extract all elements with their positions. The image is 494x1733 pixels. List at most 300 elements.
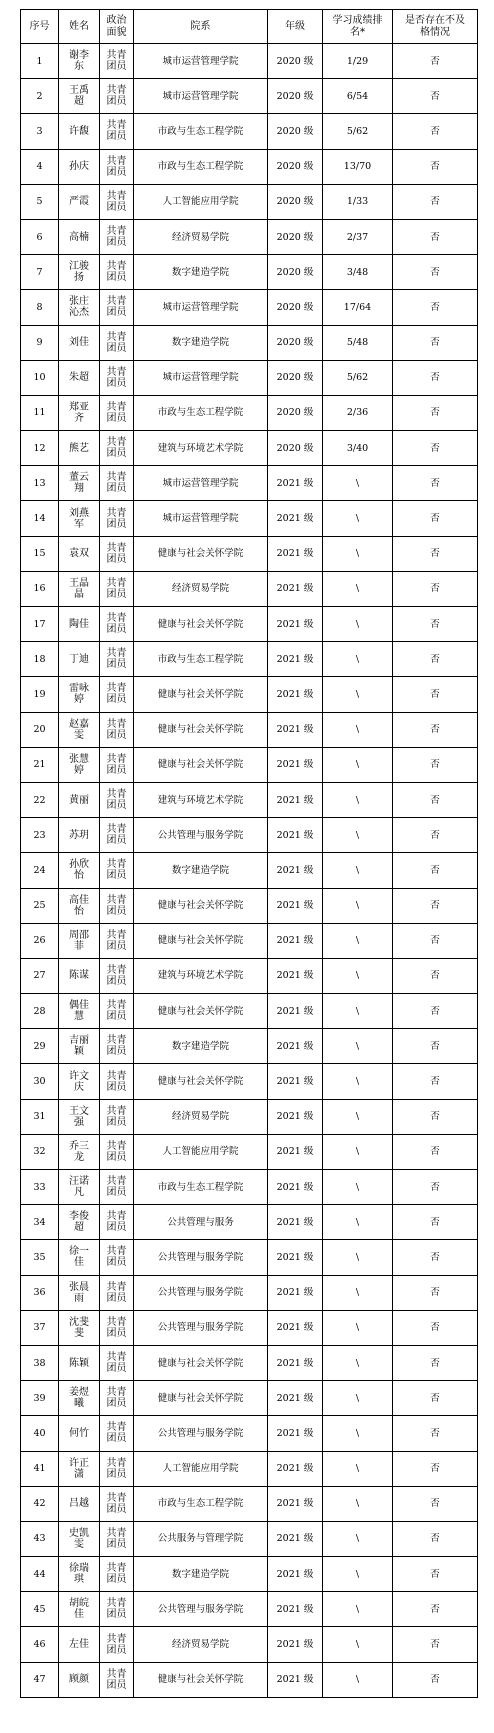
cell-grade: 2021 级 — [268, 712, 323, 747]
cell-rank: 3/40 — [323, 431, 393, 466]
cell-political-text: 共青团员 — [106, 577, 127, 600]
cell-name-text: 郑亚齐 — [69, 401, 89, 424]
cell-name — [59, 325, 100, 360]
cell-college: 人工智能应用学院 — [134, 1134, 268, 1169]
cell-grade: 2021 级 — [268, 642, 323, 677]
cell-name-text: 孙欣怡 — [69, 859, 89, 882]
cell-political-text: 共青团员 — [106, 1000, 127, 1023]
cell-name-text: 沈斐斐 — [69, 1316, 89, 1339]
cell-index: 21 — [21, 747, 59, 782]
cell-college: 经济贸易学院 — [134, 571, 268, 606]
table-row — [21, 255, 478, 290]
cell-rank: \ — [323, 1451, 393, 1486]
cell-college: 城市运营管理学院 — [134, 79, 268, 114]
cell-grade: 2020 级 — [268, 219, 323, 254]
table-row — [21, 1662, 478, 1697]
cell-name — [59, 1521, 100, 1556]
cell-rank: 2/36 — [323, 395, 393, 430]
cell-political-text: 共青团员 — [106, 718, 127, 741]
table-row — [21, 184, 478, 219]
cell-name — [59, 1099, 100, 1134]
cell-political — [100, 923, 134, 958]
table-row — [21, 395, 478, 430]
cell-fail: 否 — [393, 1240, 478, 1275]
table-row — [21, 1240, 478, 1275]
cell-grade: 2021 级 — [268, 1416, 323, 1451]
cell-name-text: 黄丽 — [69, 794, 89, 806]
cell-index: 26 — [21, 923, 59, 958]
cell-fail: 否 — [393, 1099, 478, 1134]
cell-index: 44 — [21, 1557, 59, 1592]
cell-name — [59, 677, 100, 712]
table-row — [21, 712, 478, 747]
cell-index: 33 — [21, 1170, 59, 1205]
cell-rank: \ — [323, 782, 393, 817]
cell-political — [100, 1627, 134, 1662]
cell-fail: 否 — [393, 1134, 478, 1169]
cell-rank: 6/54 — [323, 79, 393, 114]
cell-grade: 2021 级 — [268, 536, 323, 571]
table-row — [21, 642, 478, 677]
cell-name — [59, 818, 100, 853]
cell-rank: \ — [323, 1275, 393, 1310]
cell-college: 建筑与环境艺术学院 — [134, 958, 268, 993]
cell-political-text: 共青团员 — [106, 1211, 127, 1234]
cell-political-text: 共青团员 — [106, 1527, 127, 1550]
cell-index: 38 — [21, 1345, 59, 1380]
cell-index: 36 — [21, 1275, 59, 1310]
cell-fail: 否 — [393, 1486, 478, 1521]
cell-name-text: 陈颖 — [69, 1357, 89, 1369]
cell-index: 11 — [21, 395, 59, 430]
table-row — [21, 1310, 478, 1345]
cell-rank: \ — [323, 1486, 393, 1521]
cell-college: 数字建造学院 — [134, 255, 268, 290]
cell-rank: \ — [323, 818, 393, 853]
table-body — [21, 44, 478, 1698]
table-row — [21, 607, 478, 642]
cell-index: 29 — [21, 1029, 59, 1064]
cell-index: 7 — [21, 255, 59, 290]
cell-grade: 2020 级 — [268, 44, 323, 79]
cell-rank: \ — [323, 853, 393, 888]
cell-fail: 否 — [393, 958, 478, 993]
cell-index: 32 — [21, 1134, 59, 1169]
cell-rank: \ — [323, 466, 393, 501]
cell-name — [59, 712, 100, 747]
cell-name-text: 苏玥 — [69, 829, 89, 841]
cell-index: 35 — [21, 1240, 59, 1275]
cell-grade: 2021 级 — [268, 782, 323, 817]
header-college: 院系 — [134, 10, 268, 44]
cell-name — [59, 395, 100, 430]
cell-college: 市政与生态工程学院 — [134, 395, 268, 430]
cell-name — [59, 1592, 100, 1627]
cell-name-text: 顾颜 — [69, 1674, 89, 1686]
table-row — [21, 1521, 478, 1556]
cell-fail: 否 — [393, 1416, 478, 1451]
cell-political-text: 共青团员 — [106, 261, 127, 284]
cell-college: 建筑与环境艺术学院 — [134, 782, 268, 817]
cell-political — [100, 818, 134, 853]
cell-name-text: 许馥 — [69, 125, 89, 137]
cell-political-text: 共青团员 — [106, 613, 127, 636]
cell-index: 40 — [21, 1416, 59, 1451]
cell-name-text: 徐瑞琪 — [69, 1563, 89, 1586]
cell-grade: 2021 级 — [268, 1064, 323, 1099]
cell-college: 数字建造学院 — [134, 853, 268, 888]
table-row — [21, 571, 478, 606]
cell-college: 城市运营管理学院 — [134, 44, 268, 79]
cell-name-text: 江骏扬 — [69, 261, 89, 284]
cell-political — [100, 1134, 134, 1169]
cell-name — [59, 114, 100, 149]
cell-grade: 2021 级 — [268, 853, 323, 888]
cell-political-text: 共青团员 — [106, 472, 127, 495]
table-row — [21, 853, 478, 888]
cell-political — [100, 466, 134, 501]
cell-grade: 2020 级 — [268, 360, 323, 395]
table-row — [21, 747, 478, 782]
cell-political-text: 共青团员 — [106, 401, 127, 424]
cell-rank: 2/37 — [323, 219, 393, 254]
cell-name — [59, 923, 100, 958]
table-row — [21, 466, 478, 501]
cell-political — [100, 747, 134, 782]
cell-name-text: 吉丽颖 — [69, 1035, 89, 1058]
cell-political — [100, 184, 134, 219]
cell-name-text: 丁迪 — [69, 653, 89, 665]
cell-rank: \ — [323, 994, 393, 1029]
cell-political — [100, 1592, 134, 1627]
cell-name — [59, 1064, 100, 1099]
cell-fail: 否 — [393, 1345, 478, 1380]
header-political-text: 政治面貌 — [106, 14, 127, 38]
cell-college: 数字建造学院 — [134, 1557, 268, 1592]
cell-college: 市政与生态工程学院 — [134, 1486, 268, 1521]
cell-rank: \ — [323, 536, 393, 571]
cell-political — [100, 853, 134, 888]
cell-political — [100, 149, 134, 184]
cell-name — [59, 360, 100, 395]
cell-name-text: 史凯雯 — [69, 1527, 89, 1550]
table-row — [21, 1451, 478, 1486]
cell-political — [100, 1310, 134, 1345]
cell-grade: 2020 级 — [268, 325, 323, 360]
cell-college: 市政与生态工程学院 — [134, 114, 268, 149]
cell-grade: 2021 级 — [268, 607, 323, 642]
cell-name-text: 姜煜曦 — [69, 1387, 89, 1410]
cell-index: 24 — [21, 853, 59, 888]
cell-fail: 否 — [393, 853, 478, 888]
cell-fail: 否 — [393, 536, 478, 571]
cell-name — [59, 1275, 100, 1310]
cell-name — [59, 290, 100, 325]
cell-political-text: 共青团员 — [106, 1246, 127, 1269]
cell-grade: 2020 级 — [268, 79, 323, 114]
cell-index: 6 — [21, 219, 59, 254]
table-row — [21, 1486, 478, 1521]
cell-name-text: 袁双 — [69, 548, 89, 560]
cell-name — [59, 1486, 100, 1521]
table-row — [21, 501, 478, 536]
cell-fail: 否 — [393, 431, 478, 466]
cell-political-text: 共青团员 — [106, 1387, 127, 1410]
table-row — [21, 114, 478, 149]
header-rank — [323, 10, 393, 44]
cell-rank: 5/62 — [323, 360, 393, 395]
cell-college: 公共管理与服务学院 — [134, 1416, 268, 1451]
cell-college: 经济贸易学院 — [134, 219, 268, 254]
cell-grade: 2021 级 — [268, 677, 323, 712]
cell-college: 健康与社会关怀学院 — [134, 994, 268, 1029]
table-row — [21, 782, 478, 817]
cell-political — [100, 501, 134, 536]
cell-political-text: 共青团员 — [106, 824, 127, 847]
cell-index: 14 — [21, 501, 59, 536]
cell-grade: 2021 级 — [268, 747, 323, 782]
cell-fail: 否 — [393, 712, 478, 747]
cell-rank: \ — [323, 1416, 393, 1451]
cell-rank: \ — [323, 1345, 393, 1380]
cell-fail: 否 — [393, 1627, 478, 1662]
cell-index: 43 — [21, 1521, 59, 1556]
cell-fail: 否 — [393, 395, 478, 430]
cell-name — [59, 431, 100, 466]
cell-name-text: 王禹超 — [69, 85, 89, 108]
cell-fail: 否 — [393, 79, 478, 114]
cell-name — [59, 747, 100, 782]
cell-political — [100, 1170, 134, 1205]
cell-grade: 2020 级 — [268, 255, 323, 290]
cell-fail: 否 — [393, 290, 478, 325]
cell-political — [100, 1451, 134, 1486]
cell-name — [59, 255, 100, 290]
cell-index: 41 — [21, 1451, 59, 1486]
header-political — [100, 10, 134, 44]
cell-college: 经济贸易学院 — [134, 1099, 268, 1134]
cell-rank: 13/70 — [323, 149, 393, 184]
cell-index: 9 — [21, 325, 59, 360]
cell-college: 公共管理与服务学院 — [134, 1275, 268, 1310]
cell-political-text: 共青团员 — [106, 1176, 127, 1199]
cell-grade: 2021 级 — [268, 1275, 323, 1310]
cell-college: 健康与社会关怀学院 — [134, 747, 268, 782]
cell-name-text: 徐一佳 — [69, 1246, 89, 1269]
table-row — [21, 1557, 478, 1592]
cell-grade: 2020 级 — [268, 114, 323, 149]
cell-college: 健康与社会关怀学院 — [134, 888, 268, 923]
cell-rank: \ — [323, 958, 393, 993]
cell-index: 47 — [21, 1662, 59, 1697]
cell-political — [100, 1205, 134, 1240]
cell-index: 42 — [21, 1486, 59, 1521]
cell-political-text: 共青团员 — [106, 1035, 127, 1058]
cell-name — [59, 1381, 100, 1416]
cell-fail: 否 — [393, 1451, 478, 1486]
cell-name — [59, 1170, 100, 1205]
cell-name — [59, 501, 100, 536]
cell-college: 健康与社会关怀学院 — [134, 1662, 268, 1697]
cell-name — [59, 1134, 100, 1169]
table-row — [21, 44, 478, 79]
cell-name-text: 高楠 — [69, 231, 89, 243]
cell-college: 公共管理与服务学院 — [134, 1240, 268, 1275]
cell-index: 27 — [21, 958, 59, 993]
cell-political — [100, 994, 134, 1029]
cell-fail: 否 — [393, 1064, 478, 1099]
cell-rank: 5/62 — [323, 114, 393, 149]
cell-rank: \ — [323, 677, 393, 712]
cell-political — [100, 395, 134, 430]
cell-political-text: 共青团员 — [106, 894, 127, 917]
cell-index: 13 — [21, 466, 59, 501]
cell-fail: 否 — [393, 1592, 478, 1627]
table-row — [21, 1592, 478, 1627]
cell-rank: \ — [323, 1627, 393, 1662]
cell-index: 46 — [21, 1627, 59, 1662]
cell-fail: 否 — [393, 501, 478, 536]
cell-political — [100, 888, 134, 923]
header-fail — [393, 10, 478, 44]
cell-rank: \ — [323, 1134, 393, 1169]
cell-index: 23 — [21, 818, 59, 853]
cell-name-text: 周邵菲 — [69, 929, 89, 952]
cell-political — [100, 1099, 134, 1134]
cell-name — [59, 1627, 100, 1662]
cell-index: 12 — [21, 431, 59, 466]
cell-political-text: 共青团员 — [106, 542, 127, 565]
cell-name-text: 吕越 — [69, 1498, 89, 1510]
cell-fail: 否 — [393, 255, 478, 290]
cell-fail: 否 — [393, 1205, 478, 1240]
cell-rank: \ — [323, 1310, 393, 1345]
cell-grade: 2021 级 — [268, 1205, 323, 1240]
cell-political — [100, 607, 134, 642]
cell-political — [100, 1662, 134, 1697]
cell-index: 31 — [21, 1099, 59, 1134]
cell-college: 建筑与环境艺术学院 — [134, 431, 268, 466]
cell-political-text: 共青团员 — [106, 155, 127, 178]
cell-rank: \ — [323, 1029, 393, 1064]
table-row — [21, 1134, 478, 1169]
cell-grade: 2021 级 — [268, 818, 323, 853]
cell-name-text: 高佳怡 — [69, 894, 89, 917]
cell-political-text: 共青团员 — [106, 437, 127, 460]
cell-name-text: 张庄沁杰 — [69, 296, 89, 319]
cell-rank: \ — [323, 607, 393, 642]
cell-name — [59, 1205, 100, 1240]
cell-grade: 2020 级 — [268, 149, 323, 184]
header-rank-text: 学习成绩排名* — [332, 14, 383, 38]
cell-political-text: 共青团员 — [106, 1316, 127, 1339]
cell-political-text: 共青团员 — [106, 120, 127, 143]
cell-fail: 否 — [393, 607, 478, 642]
cell-political-text: 共青团员 — [106, 1281, 127, 1304]
cell-political-text: 共青团员 — [106, 753, 127, 776]
table-row — [21, 1275, 478, 1310]
cell-political — [100, 958, 134, 993]
cell-rank: 1/33 — [323, 184, 393, 219]
cell-index: 37 — [21, 1310, 59, 1345]
cell-political-text: 共青团员 — [106, 85, 127, 108]
cell-name-text: 严霞 — [69, 196, 89, 208]
table-row — [21, 1029, 478, 1064]
cell-name-text: 乔三龙 — [69, 1140, 89, 1163]
cell-index: 39 — [21, 1381, 59, 1416]
cell-name — [59, 536, 100, 571]
cell-college: 健康与社会关怀学院 — [134, 677, 268, 712]
cell-fail: 否 — [393, 149, 478, 184]
cell-name-text: 左佳 — [69, 1639, 89, 1651]
cell-college: 数字建造学院 — [134, 1029, 268, 1064]
cell-name-text: 汪诺凡 — [69, 1176, 89, 1199]
cell-grade: 2021 级 — [268, 1451, 323, 1486]
cell-name — [59, 44, 100, 79]
cell-name — [59, 1240, 100, 1275]
cell-political — [100, 1345, 134, 1380]
cell-name-text: 谢李东 — [69, 50, 89, 73]
cell-rank: \ — [323, 1592, 393, 1627]
student-roster-table — [20, 9, 478, 1698]
cell-college: 城市运营管理学院 — [134, 466, 268, 501]
cell-college: 市政与生态工程学院 — [134, 1170, 268, 1205]
table-row — [21, 149, 478, 184]
cell-political — [100, 219, 134, 254]
cell-name-text: 雷咏婷 — [69, 683, 89, 706]
cell-name — [59, 219, 100, 254]
cell-name-text: 偶佳慧 — [69, 1000, 89, 1023]
cell-name-text: 赵嘉雯 — [69, 718, 89, 741]
cell-grade: 2020 级 — [268, 184, 323, 219]
cell-name-text: 陈谋 — [69, 970, 89, 982]
cell-index: 1 — [21, 44, 59, 79]
cell-fail: 否 — [393, 642, 478, 677]
cell-political — [100, 1240, 134, 1275]
cell-political-text: 共青团员 — [106, 226, 127, 249]
cell-index: 17 — [21, 607, 59, 642]
cell-grade: 2021 级 — [268, 1592, 323, 1627]
cell-college: 城市运营管理学院 — [134, 501, 268, 536]
cell-political-text: 共青团员 — [106, 331, 127, 354]
table-row — [21, 290, 478, 325]
cell-college: 人工智能应用学院 — [134, 1451, 268, 1486]
cell-college: 人工智能应用学院 — [134, 184, 268, 219]
cell-rank: \ — [323, 923, 393, 958]
cell-grade: 2021 级 — [268, 958, 323, 993]
cell-fail: 否 — [393, 923, 478, 958]
cell-name-text: 胡皖佳 — [69, 1598, 89, 1621]
cell-fail: 否 — [393, 1275, 478, 1310]
cell-index: 18 — [21, 642, 59, 677]
table-row — [21, 1416, 478, 1451]
cell-name — [59, 994, 100, 1029]
table-row — [21, 818, 478, 853]
cell-grade: 2021 级 — [268, 1029, 323, 1064]
cell-political-text: 共青团员 — [106, 1598, 127, 1621]
cell-political — [100, 712, 134, 747]
cell-political-text: 共青团员 — [106, 648, 127, 671]
cell-grade: 2021 级 — [268, 1381, 323, 1416]
cell-name-text: 张晨雨 — [69, 1281, 89, 1304]
cell-name — [59, 1310, 100, 1345]
cell-political — [100, 782, 134, 817]
cell-name-text: 刘佳 — [69, 337, 89, 349]
cell-name-text: 陶佳 — [69, 618, 89, 630]
cell-rank: \ — [323, 501, 393, 536]
cell-political — [100, 1521, 134, 1556]
cell-name — [59, 958, 100, 993]
